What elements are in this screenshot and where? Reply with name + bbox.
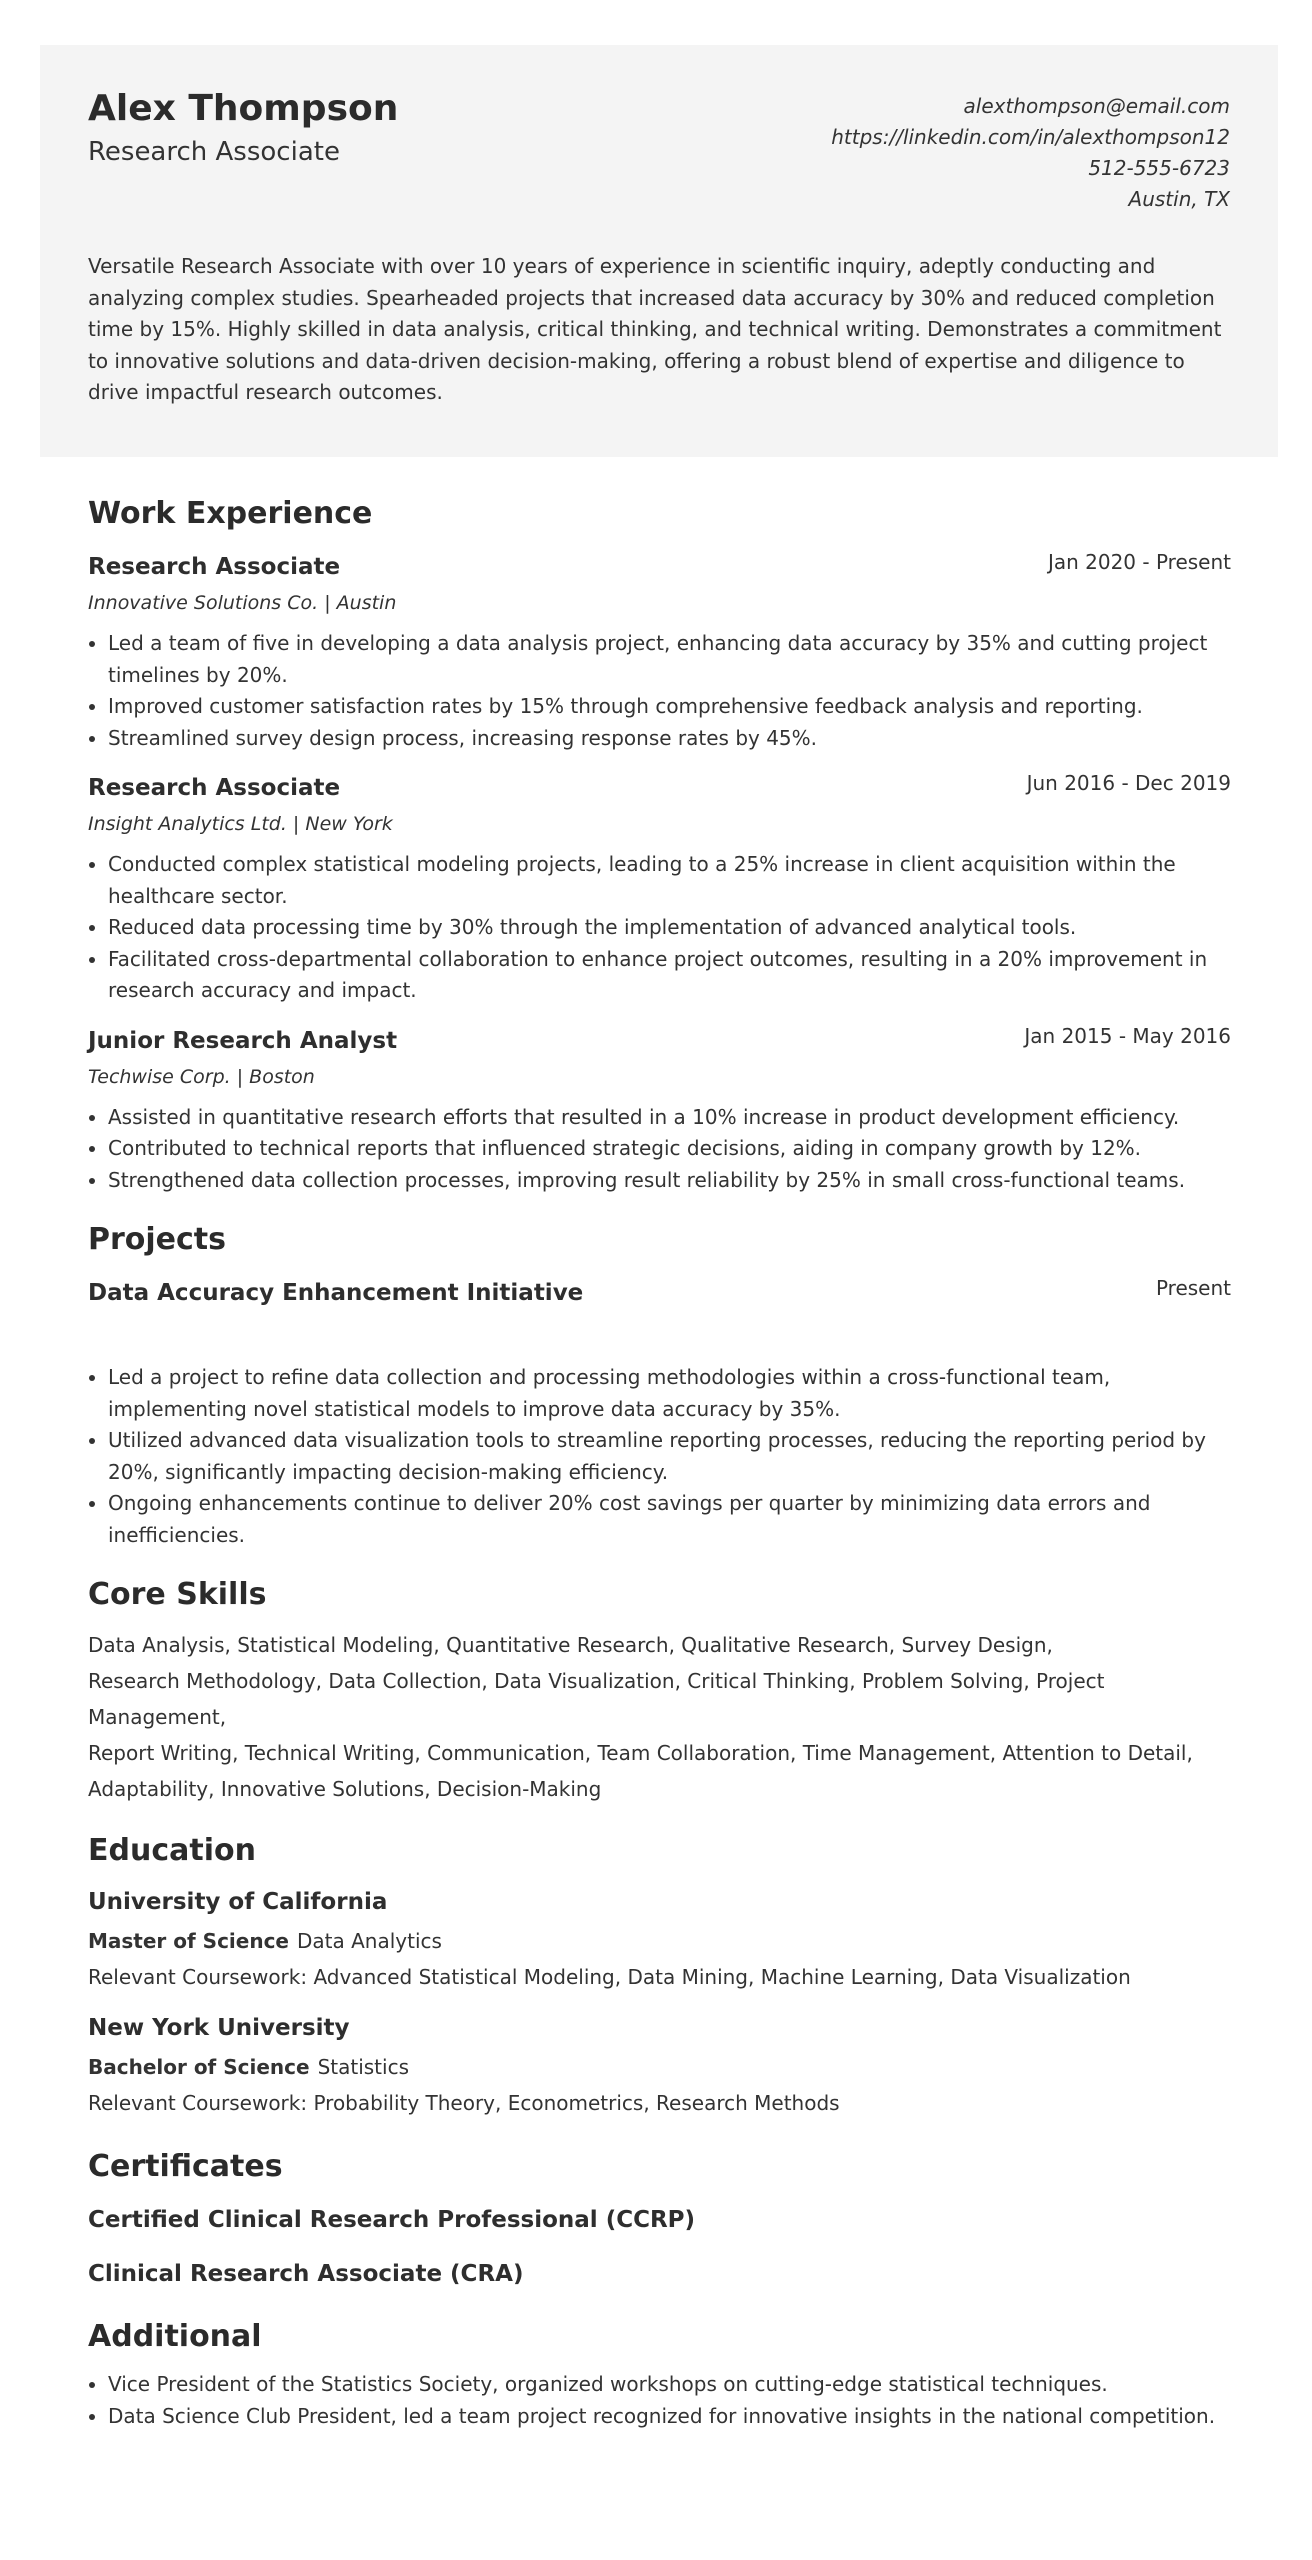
coursework: Relevant Coursework: Probability Theory, Econometrics, Research Methods [88, 2091, 840, 2115]
list-item: • Contributed to technical reports that influenced strategic decisions, aiding in company growth by 12%. [108, 1133, 1231, 1165]
degree-type: Master of Science [88, 1929, 289, 1953]
job-title: Research Associate [88, 775, 341, 801]
job-bullets [88, 1102, 1231, 1197]
job-dates: Jun 2016 - Dec 2019 [1026, 771, 1231, 795]
list-item: • Streamlined survey design process, increasing response rates by 45%. [108, 723, 1231, 755]
list-item: • Assisted in quantitative research efforts that resulted in a 10% increase in product development efficiency. [108, 1102, 1231, 1134]
list-item: • Reduced data processing time by 30% through the implementation of advanced analytical tools. [108, 912, 1231, 944]
candidate-title: Research Associate [88, 137, 340, 167]
contact-email[interactable]: alexthompson@email.com [963, 94, 1230, 118]
section-title-additional: Additional [88, 2319, 262, 2354]
school-name: University of California [88, 1889, 388, 1915]
job-entry [88, 771, 1231, 1007]
certificate-item: Certified Clinical Research Professional (CCRP) [88, 2207, 696, 2233]
project-entry [88, 1276, 1231, 1551]
skills-line: Data Analysis, Statistical Modeling, Quantitative Research, Qualitative Research, Survey Design, [88, 1633, 1053, 1657]
skills-line: Adaptability, Innovative Solutions, Decision-Making [88, 1777, 602, 1801]
degree-field: Statistics [317, 2055, 409, 2079]
job-company: Insight Analytics Ltd. | New York [88, 813, 393, 835]
job-dates: Jan 2020 - Present [1047, 550, 1231, 574]
job-entry [88, 550, 1231, 754]
degree-line [88, 1929, 1231, 1953]
degree-type: Bachelor of Science [88, 2055, 310, 2079]
list-item: • Led a team of five in developing a data analysis project, enhancing data accuracy by 35% and cutting project timelines by 20%. [108, 628, 1231, 691]
list-item: • Strengthened data collection processes, improving result reliability by 25% in small cross-functional teams. [108, 1165, 1231, 1197]
skills-line: Research Methodology, Data Collection, Data Visualization, Critical Thinking, Problem Solving, Project Management, [88, 1669, 1105, 1729]
contact-location: Austin, TX [1128, 187, 1230, 211]
education-entry [88, 1889, 1231, 1989]
list-item: • Data Science Club President, led a team project recognized for innovative insights in the national competition. [108, 2401, 1231, 2433]
list-item: • Vice President of the Statistics Society, organized workshops on cutting-edge statistical techniques. [108, 2369, 1231, 2401]
contact-block [831, 91, 1230, 215]
skills-list [88, 1627, 1231, 1807]
job-title: Junior Research Analyst [88, 1027, 398, 1054]
section-title-projects: Projects [88, 1222, 227, 1257]
list-item: • Improved customer satisfaction rates by 15% through comprehensive feedback analysis and reporting. [108, 691, 1231, 723]
contact-linkedin[interactable]: https://linkedin.com/in/alexthompson12 [831, 125, 1230, 149]
certificate-item: Clinical Research Associate (CRA) [88, 2261, 524, 2287]
project-bullets [88, 1362, 1231, 1551]
job-bullets [88, 849, 1231, 1007]
resume-body [88, 496, 1231, 2432]
school-name: New York University [88, 2015, 350, 2041]
resume-header [40, 45, 1278, 457]
summary: Versatile Research Associate with over 10 years of experience in scientific inquiry, adeptly conducting and analyzing complex studies. Spearheaded projects that increased data accuracy by 30% and reduced completion time by 15%. Highly skilled in data analysis, critical thinking, and technical writing. Demonstrates a commitment to innovative solutions and data-driven decision-making, offering a robust blend of expertise and diligence to drive impactful research outcomes. [88, 254, 1222, 404]
list-item: • Facilitated cross-departmental collaboration to enhance project outcomes, resulting in a 20% improvement in research accuracy and impact. [108, 944, 1231, 1007]
candidate-name: Alex Thompson [88, 88, 399, 129]
skills-line: Report Writing, Technical Writing, Communication, Team Collaboration, Time Management, Attention to Detail, [88, 1741, 1193, 1765]
job-entry [88, 1023, 1231, 1197]
section-title-certificates: Certificates [88, 2149, 283, 2184]
section-title-skills: Core Skills [88, 1577, 267, 1612]
list-item: • Conducted complex statistical modeling projects, leading to a 25% increase in client acquisition within the healthcare sector. [108, 849, 1231, 912]
job-title: Research Associate [88, 554, 341, 580]
coursework: Relevant Coursework: Advanced Statistical Modeling, Data Mining, Machine Learning, Data Visualization [88, 1965, 1131, 1989]
contact-phone: 512-555-6723 [1088, 156, 1230, 180]
education-entry [88, 2015, 1231, 2115]
degree-line [88, 2055, 1231, 2079]
list-item: • Utilized advanced data visualization tools to streamline reporting processes, reducing the reporting period by 20%, significantly impacting decision-making efficiency. [108, 1425, 1231, 1488]
job-bullets [88, 628, 1231, 754]
list-item: • Led a project to refine data collection and processing methodologies within a cross-functional team, implementing novel statistical models to improve data accuracy by 35%. [108, 1362, 1231, 1425]
job-dates: Jan 2015 - May 2016 [1024, 1023, 1231, 1048]
degree-field: Data Analytics [297, 1929, 442, 1953]
job-company: Innovative Solutions Co. | Austin [88, 592, 397, 614]
project-title: Data Accuracy Enhancement Initiative [88, 1280, 584, 1306]
job-company: Techwise Corp. | Boston [88, 1065, 315, 1088]
list-item: • Ongoing enhancements continue to deliver 20% cost savings per quarter by minimizing data errors and inefficiencies. [108, 1488, 1231, 1551]
section-title-work: Work Experience [88, 496, 373, 531]
project-dates: Present [1155, 1276, 1231, 1300]
additional-list [88, 2369, 1231, 2432]
section-title-education: Education [88, 1833, 256, 1868]
